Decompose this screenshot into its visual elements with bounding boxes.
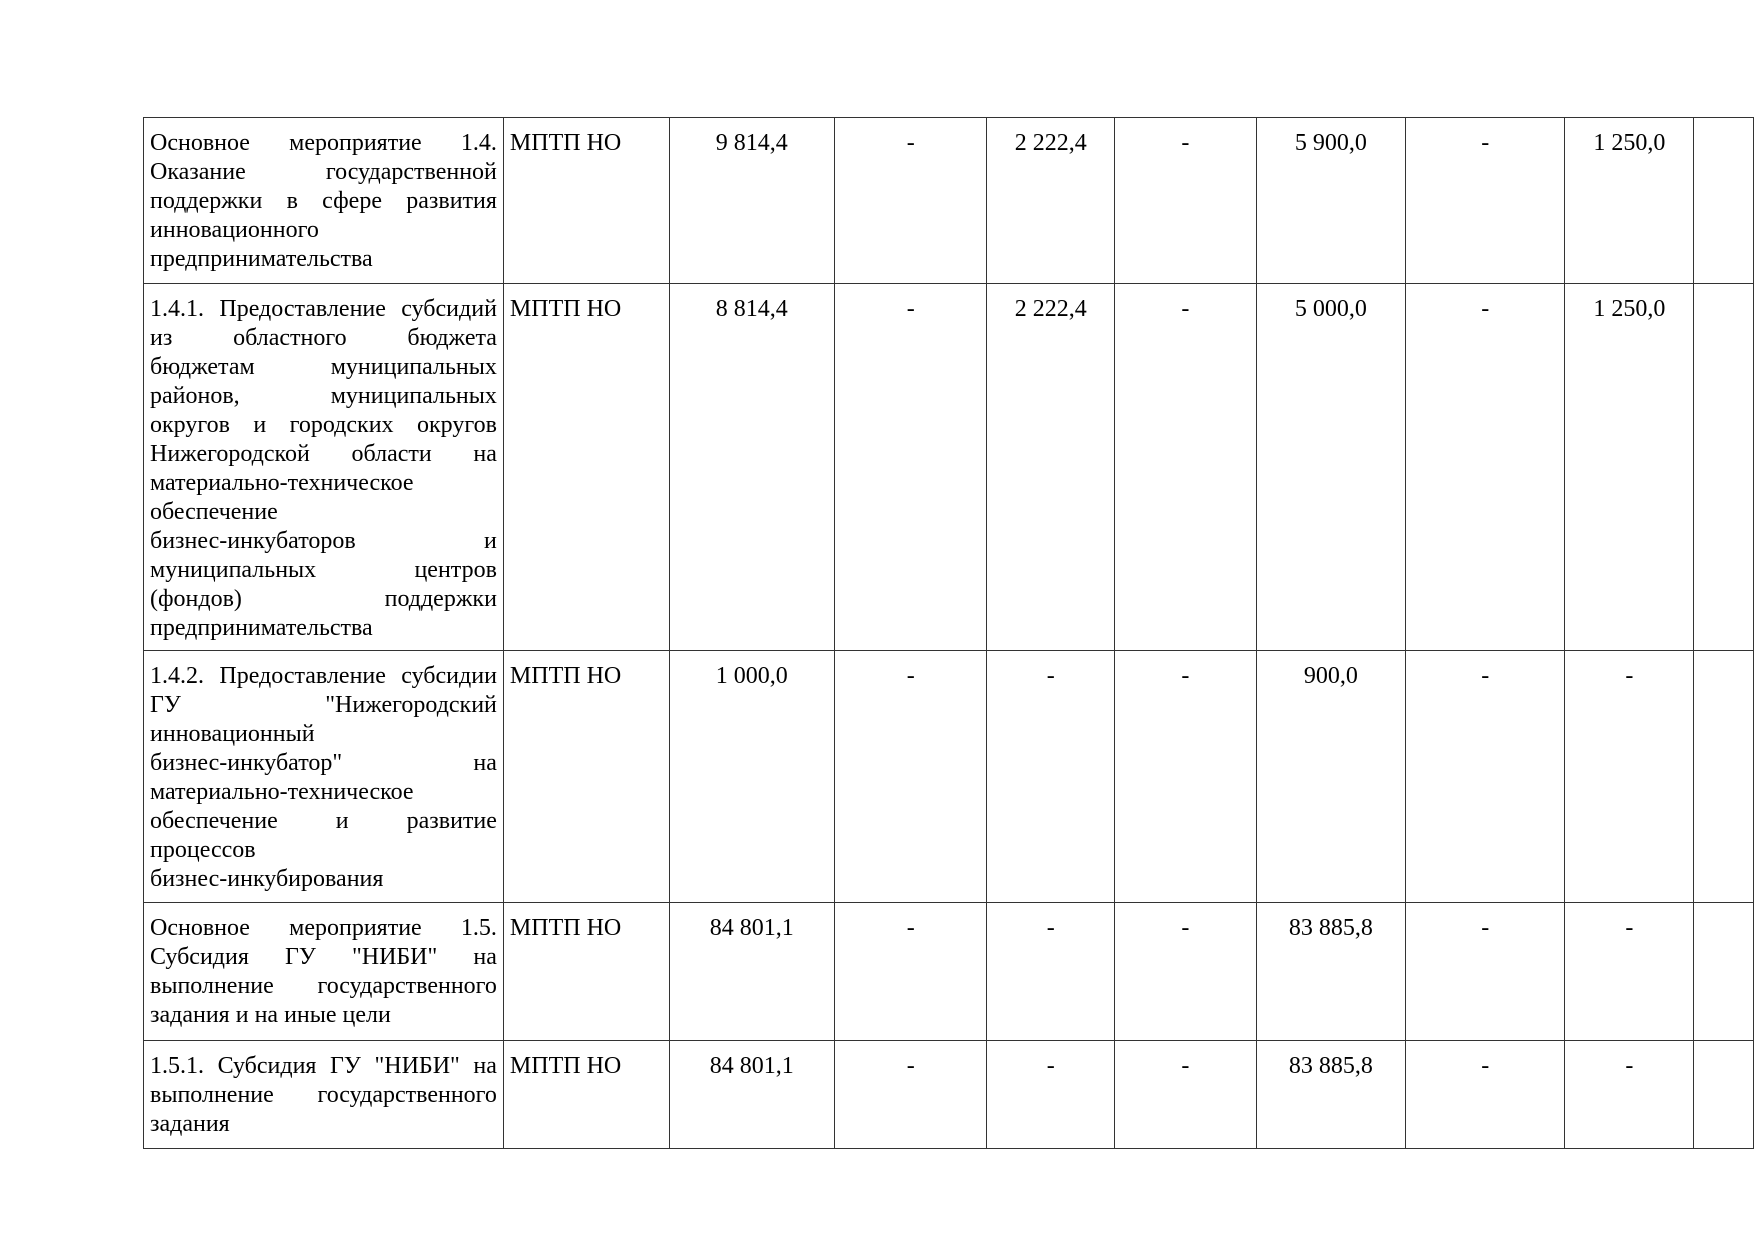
table-row: [144, 651, 1754, 903]
value-cell: 9 814,4: [669, 118, 835, 284]
measure-name-line: Субсидия ГУ "НИБИ" на: [150, 944, 497, 970]
value-cell: 1 000,0: [669, 651, 835, 903]
executor-cell: МПТП НО: [503, 284, 669, 651]
value-cell: 5 900,0: [1256, 118, 1406, 284]
value-cell: 84 801,1: [669, 1041, 835, 1149]
measure-name-line: муниципальных центров: [150, 557, 497, 583]
value-cell: -: [987, 1041, 1115, 1149]
measure-name-line: Оказание государственной: [150, 159, 497, 185]
measure-name-cell: [144, 1041, 504, 1149]
value-cell: -: [1115, 1041, 1256, 1149]
measure-name-line: выполнение государственного: [150, 973, 497, 999]
value-cell: -: [1115, 118, 1256, 284]
value-cell: -: [835, 1041, 987, 1149]
measure-name-line: округов и городских округов: [150, 412, 497, 438]
measure-name-line: 1.4.2. Предоставление субсидии: [150, 663, 497, 689]
value-cell: -: [1565, 651, 1694, 903]
value-cell: 83 885,8: [1256, 903, 1406, 1041]
value-cell: -: [835, 118, 987, 284]
measure-name-line: 1.5.1. Субсидия ГУ "НИБИ" на: [150, 1053, 497, 1079]
measure-name-cell: [144, 118, 504, 284]
executor-cell: МПТП НО: [503, 651, 669, 903]
value-cell: -: [1115, 284, 1256, 651]
measure-name-line: процессов: [150, 837, 256, 863]
table-row: [144, 1041, 1754, 1149]
value-cell: 8 814,4: [669, 284, 835, 651]
measure-name-line: инновационного: [150, 217, 319, 243]
value-cell: [1694, 1041, 1754, 1149]
measure-name-line: инновационный: [150, 721, 315, 747]
table-body: [144, 118, 1754, 1149]
measure-name-line: выполнение государственного: [150, 1082, 497, 1108]
measure-name-line: ГУ "Нижегородский: [150, 692, 497, 718]
value-cell: 84 801,1: [669, 903, 835, 1041]
value-cell: 83 885,8: [1256, 1041, 1406, 1149]
value-cell: -: [1565, 1041, 1694, 1149]
value-cell: -: [1406, 284, 1565, 651]
measure-name-line: Основное мероприятие 1.4.: [150, 130, 497, 156]
value-cell: [1694, 651, 1754, 903]
value-cell: [1694, 903, 1754, 1041]
value-cell: -: [987, 651, 1115, 903]
measure-name-line: задания: [150, 1111, 230, 1137]
value-cell: -: [1115, 903, 1256, 1041]
measure-name-line: бизнес-инкубатор" на: [150, 750, 497, 776]
value-cell: -: [1406, 1041, 1565, 1149]
measure-name-line: предпринимательства: [150, 615, 373, 641]
measure-name-line: Нижегородской области на: [150, 441, 497, 467]
measure-name-line: Основное мероприятие 1.5.: [150, 915, 497, 941]
executor-cell: МПТП НО: [503, 1041, 669, 1149]
measure-name-line: обеспечение и развитие: [150, 808, 497, 834]
value-cell: -: [1406, 118, 1565, 284]
measure-name-line: районов, муниципальных: [150, 383, 497, 409]
measure-name-line: бизнес-инкубирования: [150, 866, 384, 892]
measure-name-line: бюджетам муниципальных: [150, 354, 497, 380]
measure-name-line: материально-техническое: [150, 779, 414, 805]
value-cell: 1 250,0: [1565, 118, 1694, 284]
measure-name-line: из областного бюджета: [150, 325, 497, 351]
value-cell: -: [1406, 903, 1565, 1041]
measure-name-line: задания и на иные цели: [150, 1002, 391, 1028]
value-cell: -: [1115, 651, 1256, 903]
executor-cell: МПТП НО: [503, 903, 669, 1041]
value-cell: 2 222,4: [987, 284, 1115, 651]
value-cell: -: [987, 903, 1115, 1041]
measure-name-cell: [144, 651, 504, 903]
value-cell: 2 222,4: [987, 118, 1115, 284]
measure-name-line: поддержки в сфере развития: [150, 188, 497, 214]
table-row: [144, 284, 1754, 651]
value-cell: -: [835, 284, 987, 651]
measure-name-line: бизнес-инкубаторов и: [150, 528, 497, 554]
measure-name-line: материально-техническое: [150, 470, 414, 496]
table-row: [144, 903, 1754, 1041]
executor-cell: МПТП НО: [503, 118, 669, 284]
value-cell: -: [835, 903, 987, 1041]
value-cell: [1694, 284, 1754, 651]
value-cell: 900,0: [1256, 651, 1406, 903]
budget-table: [143, 117, 1754, 1149]
measure-name-cell: [144, 903, 504, 1041]
measure-name-line: (фондов) поддержки: [150, 586, 497, 612]
value-cell: -: [1406, 651, 1565, 903]
table-row: [144, 118, 1754, 284]
measure-name-cell: [144, 284, 504, 651]
value-cell: 1 250,0: [1565, 284, 1694, 651]
value-cell: 5 000,0: [1256, 284, 1406, 651]
measure-name-line: предпринимательства: [150, 246, 373, 272]
measure-name-line: 1.4.1. Предоставление субсидий: [150, 296, 497, 322]
measure-name-line: обеспечение: [150, 499, 278, 525]
value-cell: [1694, 118, 1754, 284]
value-cell: -: [835, 651, 987, 903]
value-cell: -: [1565, 903, 1694, 1041]
